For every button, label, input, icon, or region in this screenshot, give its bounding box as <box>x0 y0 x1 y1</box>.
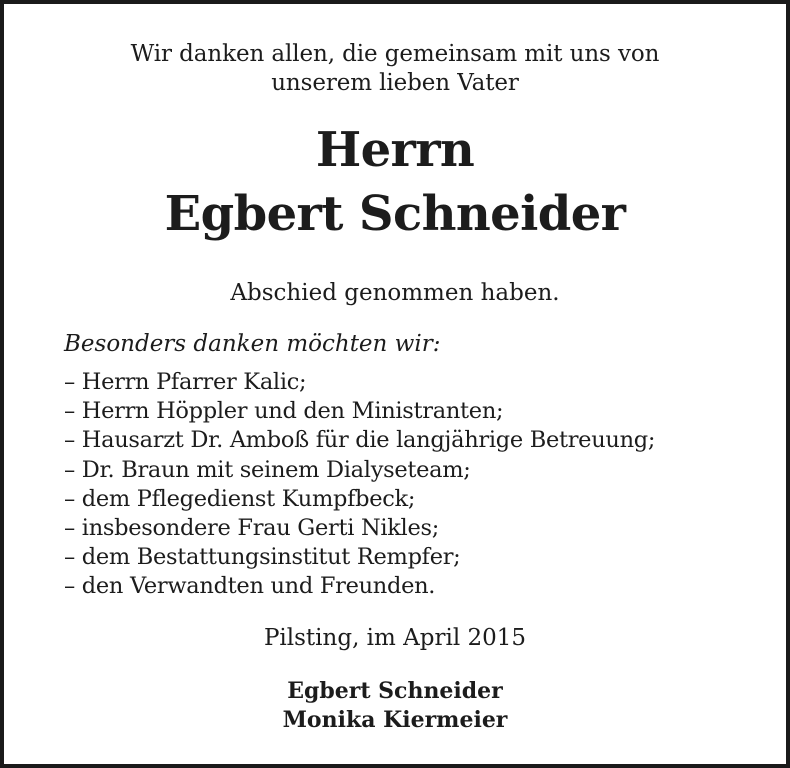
signature-name: Monika Kiermeier <box>282 707 508 733</box>
signatures <box>4 677 786 735</box>
deceased-name: Egbert Schneider <box>164 186 626 242</box>
thanks-item: – dem Bestattungsinstitut Rempfer; <box>64 544 461 571</box>
farewell-text: Abschied genommen haben. <box>230 280 560 306</box>
thanks-item: – Hausarzt Dr. Amboß für die langjährige Betreuung; <box>64 427 656 454</box>
thanks-item: – insbesondere Frau Gerti Nikles; <box>64 515 439 542</box>
signature-name: Egbert Schneider <box>287 678 503 704</box>
thanks-list <box>64 368 655 602</box>
thanks-item: – den Verwandten und Freunden. <box>64 573 436 600</box>
deceased-salutation: Herrn <box>315 122 475 178</box>
thanks-item: – dem Pflegedienst Kumpfbeck; <box>64 485 416 512</box>
thanks-heading: Besonders danken möchten wir: <box>64 331 441 357</box>
thanks-item: – Herrn Pfarrer Kalic; <box>64 369 307 395</box>
thanks-item: – Herrn Höppler und den Ministranten; <box>64 398 504 425</box>
intro-text <box>4 40 786 98</box>
intro-line: Wir danken allen, die gemeinsam mit uns von <box>130 41 660 67</box>
thanks-item: – Dr. Braun mit seinem Dialyseteam; <box>64 456 471 483</box>
intro-line: unserem lieben Vater <box>271 70 519 96</box>
place-date: Pilsting, im April 2015 <box>263 625 527 651</box>
deceased-name-block <box>4 118 786 246</box>
